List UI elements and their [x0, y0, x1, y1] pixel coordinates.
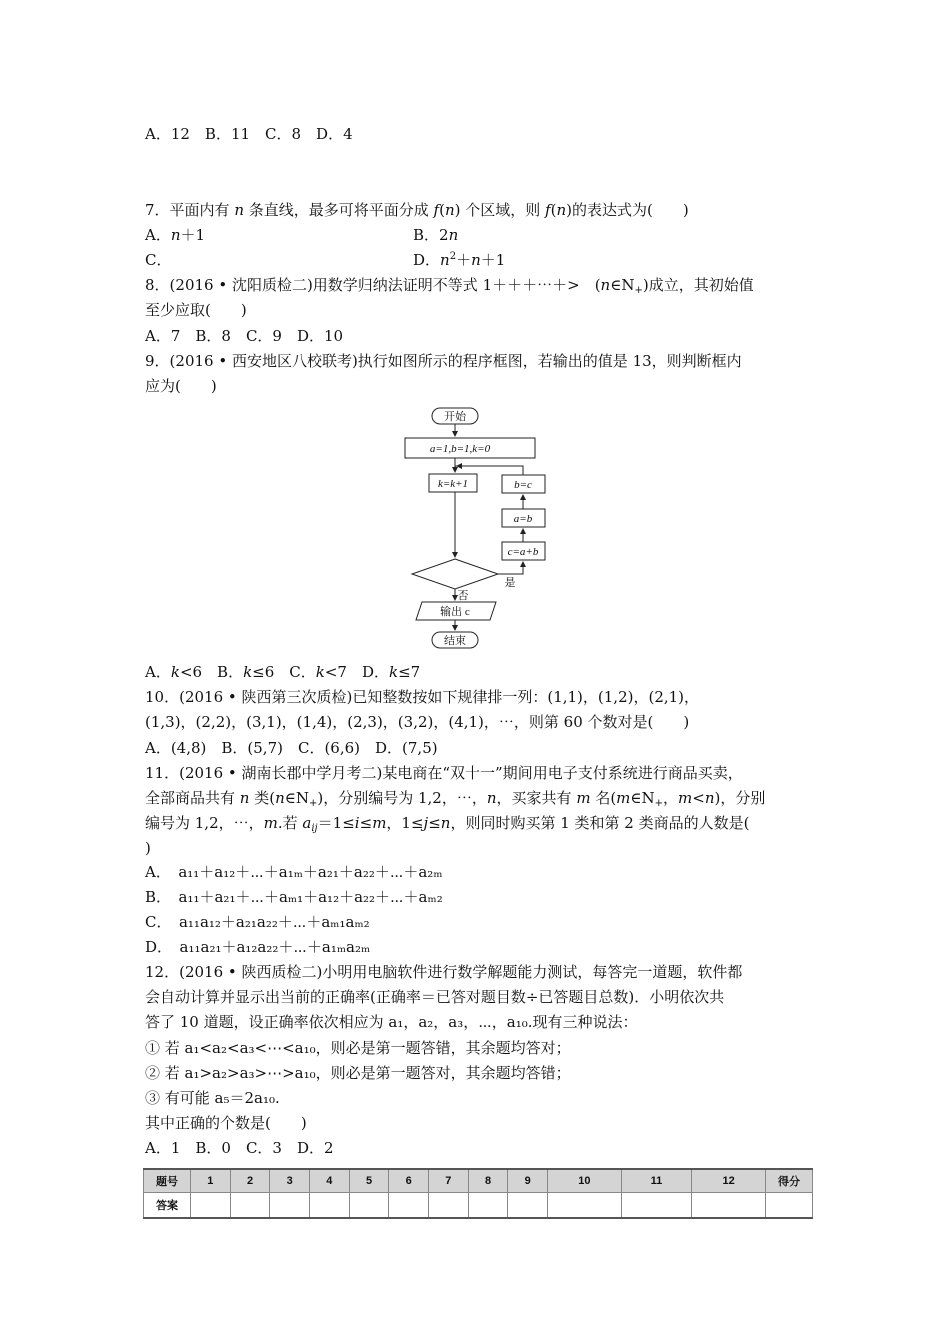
answer-cell [310, 1193, 350, 1219]
q7-option-d: D．$n^2+n+1$ [413, 251, 506, 269]
question-number-cell: 4 [310, 1169, 350, 1193]
start-label: 开始 [444, 411, 466, 423]
question-number-cell: 10 [548, 1169, 622, 1193]
init-label: a=1,b=1,k=0 [429, 443, 491, 455]
answer-cell [389, 1193, 429, 1219]
q12-stem-line1: 12．(2016 • 陕西质检二)小明用电脑软件进行数学解题能力测试，每答完一道题，软件都 [145, 963, 743, 981]
q8-options: A．7 B．8 C．9 D．10 [145, 327, 344, 345]
q11-option-a: A． a₁₁＋a₁₂＋⋯＋a₁ₘ＋a₂₁＋a₂₂＋⋯＋a₂ₘ [145, 863, 443, 881]
answer-label: 答案 [144, 1193, 191, 1219]
q10-options: A．(4,8) B．(5,7) C．(6,6) D．(7,5) [145, 739, 438, 757]
end-label: 结束 [444, 635, 466, 647]
q12-question: 其中正确的个数是( ) [145, 1114, 307, 1132]
answer-table [143, 1168, 813, 1219]
q11-stem-line3: 编号为 1,2，⋯，m.若 $a_{ij}=1\le i\le m$，1≤j≤n，则同时购买第 1 类和第 2 类商品的人数是( [145, 814, 750, 834]
q12-statement-2: ② 若 a₁>a₂>a₃>⋯>a₁₀，则必是第一题答对，其余题均答错； [145, 1064, 571, 1082]
q9-stem-line1: 9．(2016 • 西安地区八校联考)执行如图所示的程序框图，若输出的值是 13，则判断框内 [145, 352, 742, 370]
score-cell [766, 1193, 813, 1219]
question-number-cell: 3 [270, 1169, 310, 1193]
answer-cell [692, 1193, 766, 1219]
q11-stem-line4: ) [145, 839, 151, 857]
q11-option-d: D． a₁₁a₂₁＋a₁₂a₂₂＋⋯＋a₁ₘa₂ₘ [145, 938, 371, 956]
answer-cell [191, 1193, 231, 1219]
no-label: 否 [457, 590, 469, 602]
question-number-cell: 5 [349, 1169, 389, 1193]
answer-cell [508, 1193, 548, 1219]
question-number-cell: 6 [389, 1169, 429, 1193]
answer-cell [621, 1193, 691, 1219]
q11-option-c: C． a₁₁a₁₂＋a₂₁a₂₂＋⋯＋aₘ₁aₘ₂ [145, 913, 370, 931]
answer-cell [230, 1193, 270, 1219]
increment-label: k=k+1 [437, 478, 469, 490]
q8-stem-line1: 8．(2016 • 沈阳质检二)用数学归纳法证明不等式 1＋＋＋⋯＋> $(n\in N_+)$成立，其初始值 [145, 276, 754, 296]
q7-option-c: C． [145, 251, 172, 269]
q11-option-b: B． a₁₁＋a₂₁＋⋯＋aₘ₁＋a₁₂＋a₂₂＋⋯＋aₘ₂ [145, 888, 443, 906]
answer-cell [349, 1193, 389, 1219]
program-flowchart [400, 402, 560, 654]
q7-option-b: B．2n [413, 226, 459, 244]
c-assign-label: c=a+b [507, 546, 539, 558]
answer-cell [270, 1193, 310, 1219]
q8-stem-line2: 至少应取( ) [145, 301, 247, 319]
q12-statement-3: ③ 有可能 a₅＝2a₁₀. [145, 1089, 280, 1107]
b-assign-label: b=c [514, 479, 532, 491]
answer-cell [468, 1193, 508, 1219]
answer-cell [429, 1193, 469, 1219]
q11-stem-line1: 11．(2016 • 湖南长郡中学月考二)某电商在“双十一”期间用电子支付系统进行商品买卖， [145, 764, 743, 782]
question-number-cell: 9 [508, 1169, 548, 1193]
q12-options: A．1 B．0 C．3 D．2 [145, 1139, 334, 1157]
q12-stem-line2: 会自动计算并显示出当前的正确率(正确率＝已答对题目数÷已答题目总数)．小明依次共 [145, 988, 725, 1006]
q6-options: A．12 B．11 C．8 D．4 [145, 125, 353, 143]
answer-cell [548, 1193, 622, 1219]
question-number-cell: 7 [429, 1169, 469, 1193]
question-number-cell: 1 [191, 1169, 231, 1193]
decision-diamond [412, 559, 498, 589]
a-assign-label: a=b [513, 513, 533, 525]
answer-table-row [144, 1193, 813, 1219]
score-label: 得分 [766, 1169, 813, 1193]
question-number-cell: 11 [621, 1169, 691, 1193]
q7-option-a: A．n＋1 [145, 226, 206, 244]
q9-stem-line2: 应为( ) [145, 377, 217, 395]
q11-stem-line2: 全部商品共有 n 类$(n\in N_+)$，分别编号为 1,2，⋯，n，买家共有 m 名($m\in N_+$，m<n)，分别 [145, 789, 766, 809]
question-number-cell: 2 [230, 1169, 270, 1193]
output-label: 输出 c [440, 606, 470, 618]
question-number-cell: 12 [692, 1169, 766, 1193]
q9-options: A．k<6 B．k≤6 C．k<7 D．k≤7 [145, 663, 421, 681]
q12-stem-line3: 答了 10 道题，设正确率依次相应为 a₁，a₂，a₃，⋯，a₁₀.现有三种说法： [145, 1013, 638, 1031]
q10-stem-line2: (1,3)，(2,2)，(3,1)，(1,4)，(2,3)，(3,2)，(4,1)，⋯，则第 60 个数对是( ) [145, 713, 690, 731]
question-number-label: 题号 [144, 1169, 191, 1193]
answer-table-header [144, 1169, 813, 1193]
yes-label: 是 [504, 577, 516, 589]
q10-stem-line1: 10．(2016 • 陕西第三次质检)已知整数按如下规律排一列：(1,1)，(1,2)，(2,1)， [145, 688, 700, 706]
question-number-cell: 8 [468, 1169, 508, 1193]
q7-stem: 7．平面内有 n 条直线，最多可将平面分成 f(n) 个区域，则 f(n)的表达式为( ) [145, 201, 689, 219]
q12-statement-1: ① 若 a₁<a₂<a₃<⋯<a₁₀，则必是第一题答错，其余题均答对； [145, 1039, 571, 1057]
